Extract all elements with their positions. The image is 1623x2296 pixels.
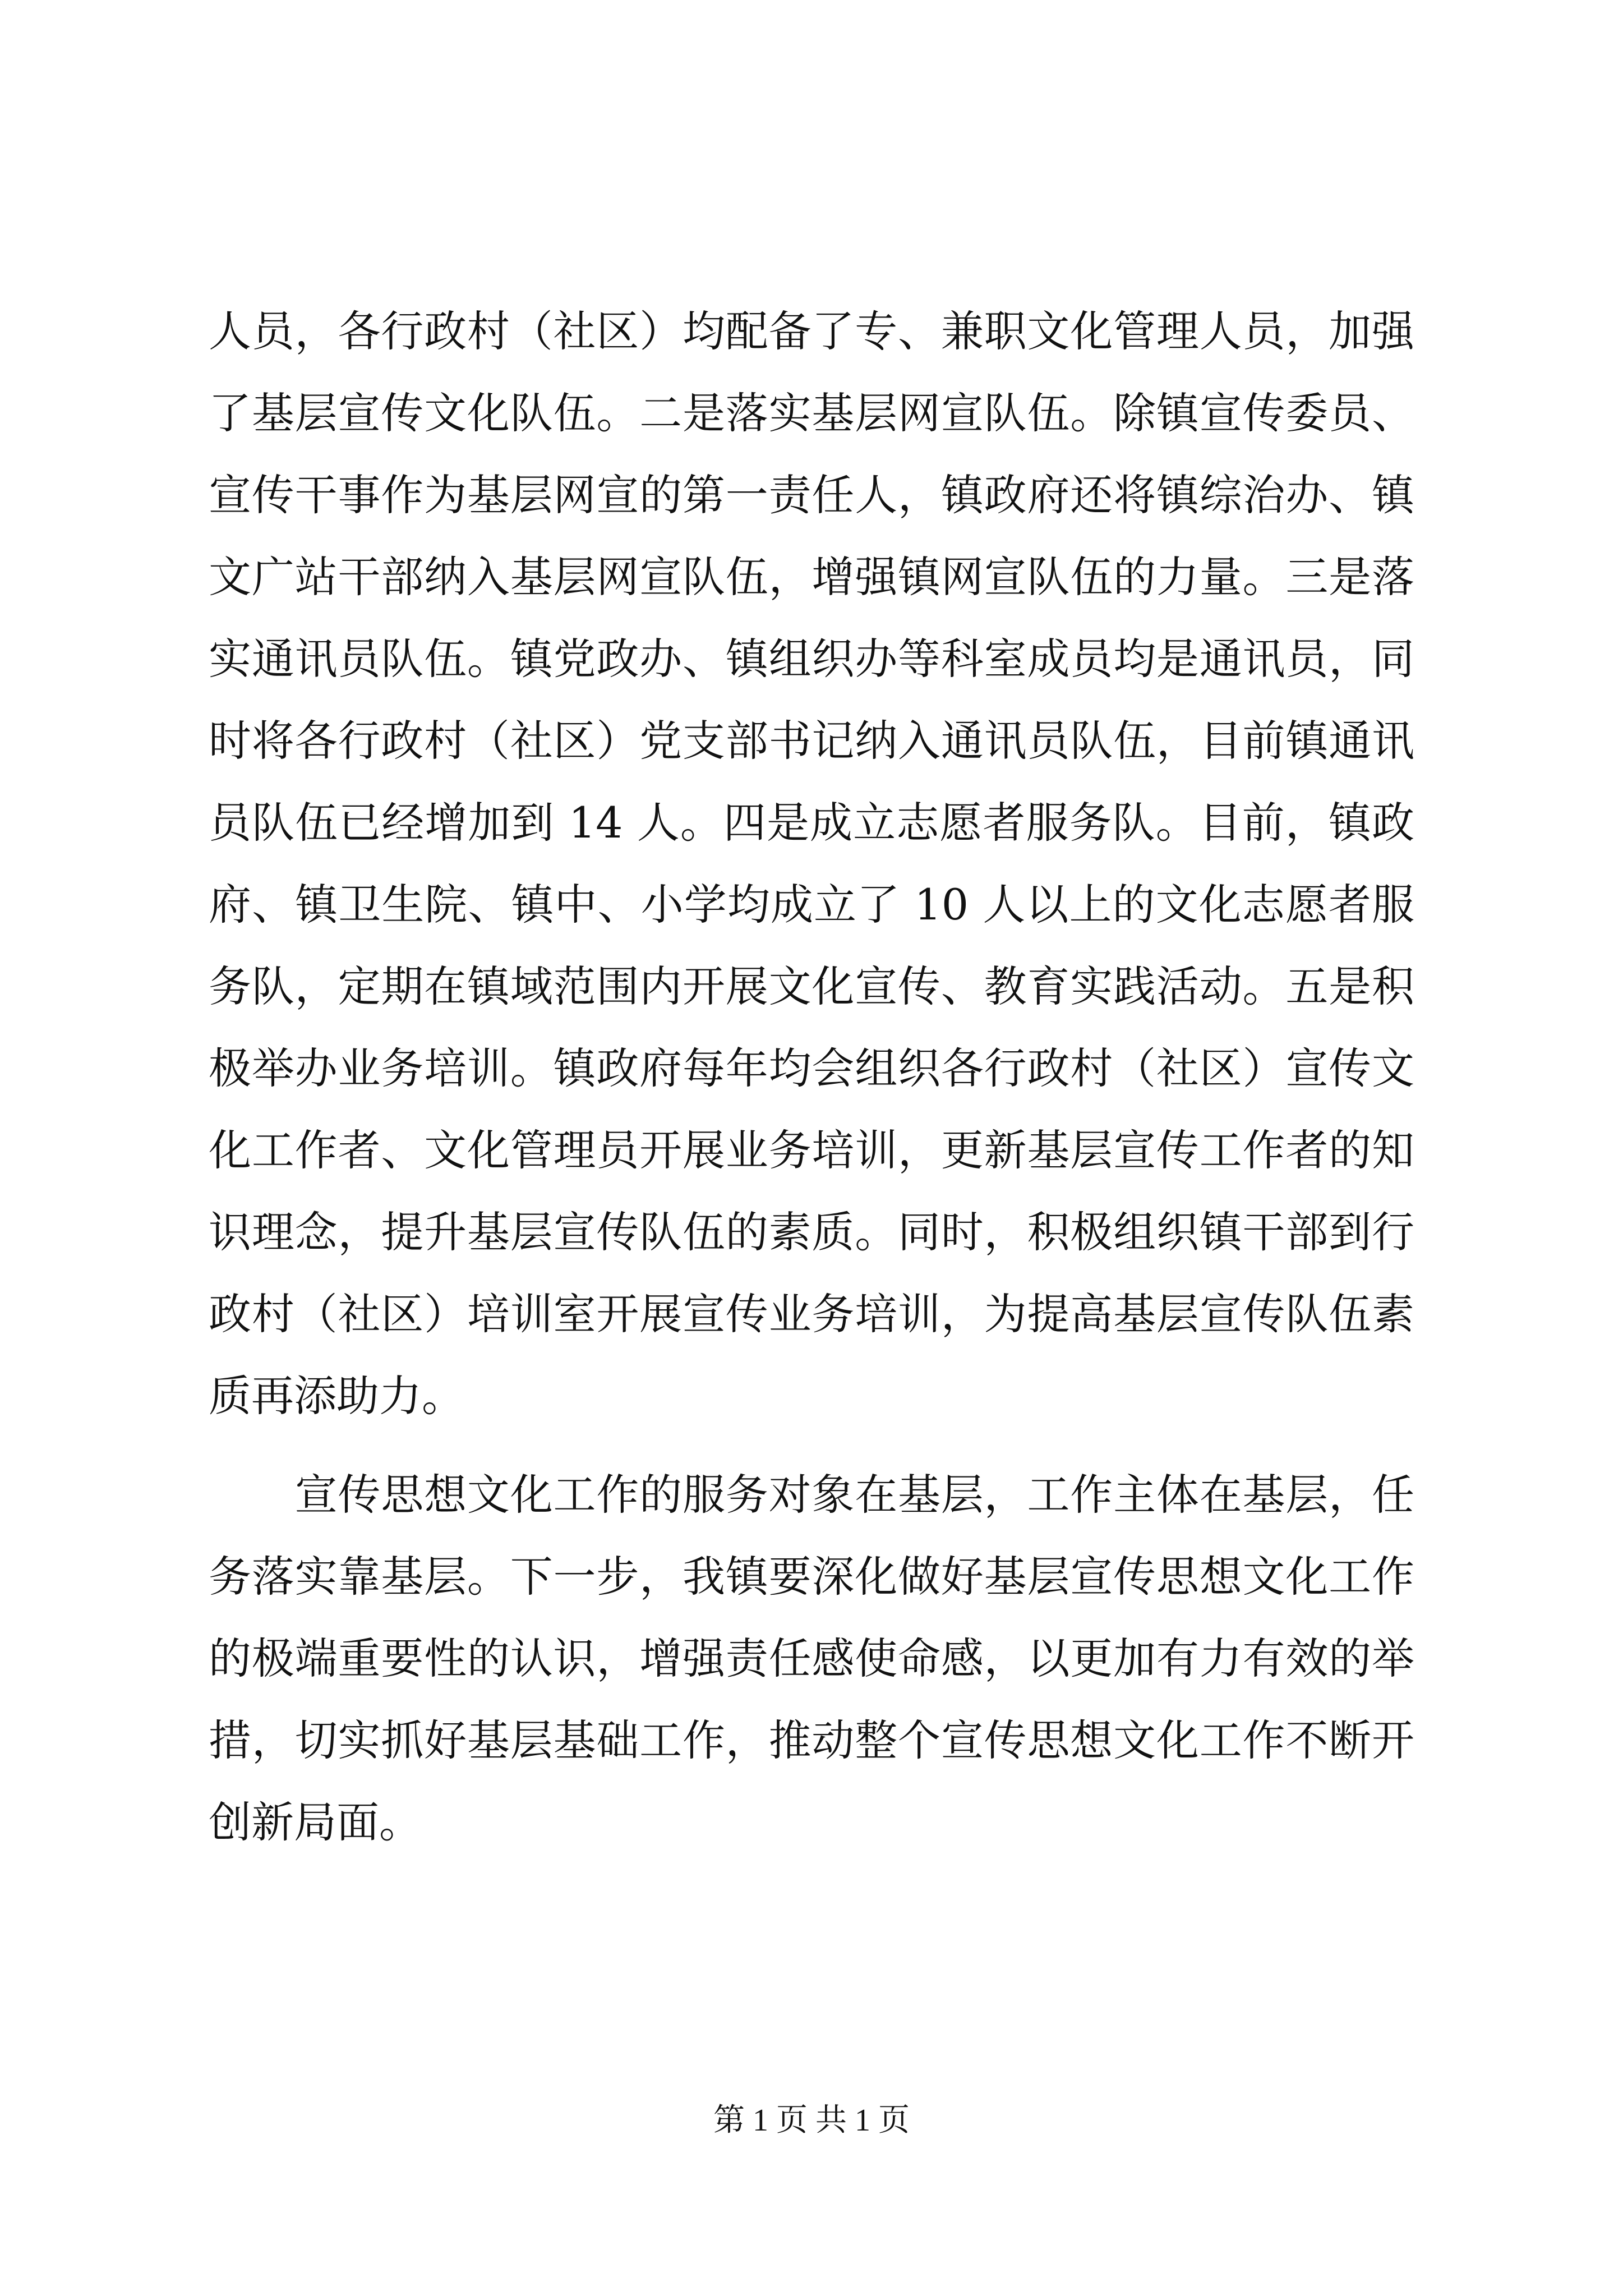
paragraph-2 [209, 1454, 1414, 1864]
text-line: 宣传思想文化工作的服务对象在基层，工作主体在基层，任 [209, 1470, 1414, 1520]
text-line: 化工作者、文化管理员开展业务培训，更新基层宣传工作者的知 [209, 1125, 1414, 1175]
document-body [209, 291, 1414, 1864]
text-line: 质再添助力。 [209, 1371, 464, 1421]
paragraph-1 [209, 291, 1414, 1437]
text-line: 的极端重要性的认识，增强责任感使命感，以更加有力有效的举 [209, 1634, 1414, 1683]
text-line: 府、镇卫生院、镇中、小学均成立了 10 人以上的文化志愿者服 [209, 880, 1414, 930]
text-line: 员队伍已经增加到 14 人。四是成立志愿者服务队。目前，镇政 [209, 798, 1414, 848]
page-footer [0, 2098, 1623, 2143]
paragraph-spacing [209, 1437, 1414, 1454]
text-line: 政村（社区）培训室开展宣传业务培训，为提高基层宣传队伍素 [209, 1289, 1414, 1339]
text-line: 宣传干事作为基层网宣的第一责任人，镇政府还将镇综治办、镇 [209, 470, 1414, 520]
text-line: 务队，定期在镇域范围内开展文化宣传、教育实践活动。五是积 [209, 961, 1414, 1011]
text-line: 识理念，提升基层宣传队伍的素质。同时，积极组织镇干部到行 [209, 1207, 1414, 1257]
text-line: 时将各行政村（社区）党支部书记纳入通讯员队伍，目前镇通讯 [209, 716, 1414, 766]
page-number: 第 1 页 共 1 页 [713, 2103, 910, 2138]
text-line: 了基层宣传文化队伍。二是落实基层网宣队伍。除镇宣传委员、 [209, 388, 1414, 438]
text-line: 文广站干部纳入基层网宣队伍，增强镇网宣队伍的力量。三是落 [209, 552, 1414, 602]
text-line: 措，切实抓好基层基础工作，推动整个宣传思想文化工作不断开 [209, 1715, 1414, 1765]
text-line: 创新局面。 [209, 1797, 422, 1847]
text-line: 极举办业务培训。镇政府每年均会组织各行政村（社区）宣传文 [209, 1043, 1414, 1093]
text-line: 实通讯员队伍。镇党政办、镇组织办等科室成员均是通讯员，同 [209, 634, 1414, 684]
text-line: 人员，各行政村（社区）均配备了专、兼职文化管理人员，加强 [209, 306, 1414, 356]
text-line: 务落实靠基层。下一步，我镇要深化做好基层宣传思想文化工作 [209, 1552, 1414, 1602]
